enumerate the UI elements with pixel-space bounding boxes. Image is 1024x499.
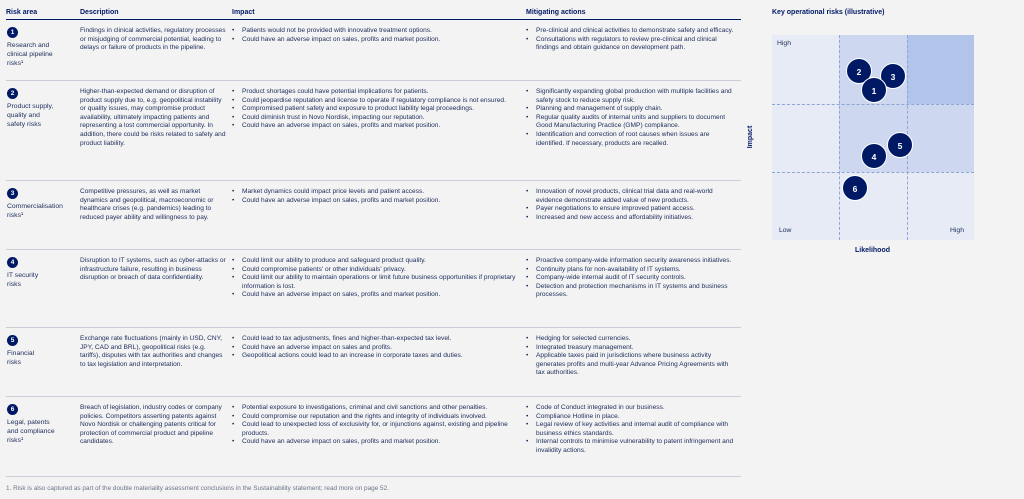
risk-description: Findings in clinical activities, regulatory processes or misjudging of commercial potential, leading to delays or failure of products in the pipeline. bbox=[80, 27, 226, 52]
risk-number-badge: 6 bbox=[7, 404, 18, 415]
risk-mitigation-list: • Hedging for selected currencies. • Integrated treasury management. • Applicable taxes paid in jurisdictions where business activity generates profits and multi-year Advance Pricing Agreements with tax authorities. bbox=[526, 335, 738, 378]
risk-bubble-2: 2 bbox=[846, 58, 872, 84]
header-impact: Impact bbox=[232, 9, 255, 16]
risk-area-name: Research and clinical pipeline risks¹ bbox=[7, 42, 53, 67]
risk-impact-list: • Could limit our ability to produce and safeguard product quality. • Could compromise patients' or other individuals' privacy. • Could limit our ability to maintain operations or limit future business opportunities if proprietary information is lost. • Could have an adverse impact on sales, profits and market position. bbox=[232, 257, 520, 300]
risk-description: Exchange rate fluctuations (mainly in USD, CNY, JPY, CAD and BRL), geopolitical risks (e.g. tariffs), disputes with tax authorities and changes to tax legislation and interpretation. bbox=[80, 335, 223, 368]
risk-bubble-1: 1 bbox=[861, 77, 887, 103]
risk-number-badge: 4 bbox=[7, 257, 18, 268]
risk-area-name: Legal, patents and compliance risks¹ bbox=[7, 419, 55, 444]
matrix-cell bbox=[907, 35, 974, 104]
impact-axis-title: Impact bbox=[747, 125, 754, 149]
risk-number-badge: 1 bbox=[7, 27, 18, 38]
risk-number-badge: 5 bbox=[7, 335, 18, 346]
risk-mitigation-list: • Significantly expanding global production with multiple facilities and safety stock to reduce supply risk. • Planning and management of supply chain. • Regular quality audits of internal units and suppliers to document Good Manufacturing Practice (GMP) compliance. • Identification and correction of root causes when issues are identified. If necessary, products are recalled. bbox=[526, 88, 738, 148]
header-mitigating-actions: Mitigating actions bbox=[526, 9, 586, 16]
matrix-gridline bbox=[772, 104, 974, 105]
risk-mitigation-list: • Pre-clinical and clinical activities to demonstrate safety and efficacy. • Consultations with regulators to review pre-clinical and clinical findings and obtain guidance on development path. bbox=[526, 27, 738, 53]
matrix-gridline bbox=[839, 35, 840, 240]
likelihood-high-label: High bbox=[950, 227, 964, 234]
risk-area-name: Financial risks bbox=[7, 350, 35, 366]
row-divider bbox=[6, 249, 741, 250]
risk-impact-list: • Product shortages could have potential implications for patients. • Could jeopardise reputation and license to operate if regulatory compliance is not ensured. • Compromised patient safety and exposure to product liability legal proceedings. • Could diminish trust in Novo Nordisk, impacting our reputation. • Could have an adverse impact on sales, profits and market position. bbox=[232, 88, 520, 131]
likelihood-low-label: Low bbox=[779, 227, 792, 234]
row-divider bbox=[6, 80, 741, 81]
row-divider bbox=[6, 476, 741, 477]
risk-area-name: IT security risks bbox=[7, 272, 39, 288]
risk-impact-list: • Market dynamics could impact price levels and patient access. • Could have an adverse impact on sales, profits and market position. bbox=[232, 188, 520, 205]
matrix-cell bbox=[772, 104, 839, 172]
header-description: Description bbox=[80, 9, 119, 16]
risk-description: Disruption to IT systems, such as cyber-attacks or infrastructure failure, resulting in business disruption or breach of data confidentiality. bbox=[80, 257, 226, 282]
matrix-cell bbox=[907, 104, 974, 172]
risk-matrix bbox=[772, 35, 974, 240]
footnote: 1. Risk is also captured as part of the double materiality assessment conclusions in the Sustainability statement; read more on page 52. bbox=[6, 485, 389, 492]
row-divider bbox=[6, 396, 741, 397]
risk-bubble-6: 6 bbox=[842, 175, 868, 201]
matrix-title: Key operational risks (illustrative) bbox=[772, 9, 885, 16]
risk-mitigation-list: • Proactive company-wide information security awareness initiatives. • Continuity plans for non-availability of IT systems. • Company-wide internal audit of IT security controls. • Detection and protection mechanisms in IT systems and business processes. bbox=[526, 257, 738, 300]
risk-description: Higher-than-expected demand or disruption of product supply due to, e.g. geopolitical instability or quality issues, may compromise product availability, ultimately impacting patients and representing a lost commercial opportunity. In addition, there could be risks related to safety and product liability. bbox=[80, 88, 226, 147]
matrix-gridline bbox=[772, 172, 974, 173]
risk-number-badge: 2 bbox=[7, 88, 18, 99]
risk-bubble-3: 3 bbox=[880, 63, 906, 89]
risk-impact-list: • Patients would not be provided with innovative treatment options. • Could have an adverse impact on sales, profits and market position. bbox=[232, 27, 520, 44]
risk-mitigation-list: • Code of Conduct integrated in our business. • Compliance Hotline in place. • Legal review of key activities and internal audit of compliance with business ethics standards. • Internal controls to minimise vulnerability to patent infringement and invalidity actions. bbox=[526, 404, 738, 456]
risk-description: Competitive pressures, as well as market dynamics and geopolitical, macroeconomic or healthcare crises (e.g. pandemics) leading to reduced payer ability and willingness to pay. bbox=[80, 188, 214, 221]
risk-impact-list: • Potential exposure to investigations, criminal and civil sanctions and other penalties. • Could compromise our reputation and the rights and integrity of individuals involved. • Could lead to unexpected loss of exclusivity for, or injunctions against, existing and pipeline products. • Could have an adverse impact on sales, profits and market position. bbox=[232, 404, 520, 447]
risk-number-badge: 3 bbox=[7, 188, 18, 199]
risk-mitigation-list: • Innovation of novel products, clinical trial data and real-world evidence demonstrate added value of new products. • Payer negotiations to ensure improved patient access. • Increased and new access and affordability initiatives. bbox=[526, 188, 738, 222]
impact-high-label: High bbox=[777, 40, 791, 47]
risk-description: Breach of legislation, industry codes or company policies. Competitors asserting patents against Novo Nordisk or challenging patents critical for protection of commercial product and pipeline candidates. bbox=[80, 404, 222, 446]
likelihood-axis-title: Likelihood bbox=[855, 247, 890, 254]
risk-area-name: Product supply, quality and safety risks bbox=[7, 103, 54, 128]
header-risk-area: Risk area bbox=[6, 9, 38, 16]
risk-bubble-4: 4 bbox=[861, 143, 887, 169]
risk-impact-list: • Could lead to tax adjustments, fines and higher-than-expected tax level. • Could have an adverse impact on sales and profits. • Geopolitical actions could lead to an increase in corporate taxes and duties. bbox=[232, 335, 520, 361]
risk-area-name: Commercialisation risks¹ bbox=[7, 203, 63, 219]
risk-bubble-5: 5 bbox=[887, 132, 913, 158]
row-divider bbox=[6, 180, 741, 181]
row-divider bbox=[6, 327, 741, 328]
header-divider bbox=[6, 19, 741, 20]
